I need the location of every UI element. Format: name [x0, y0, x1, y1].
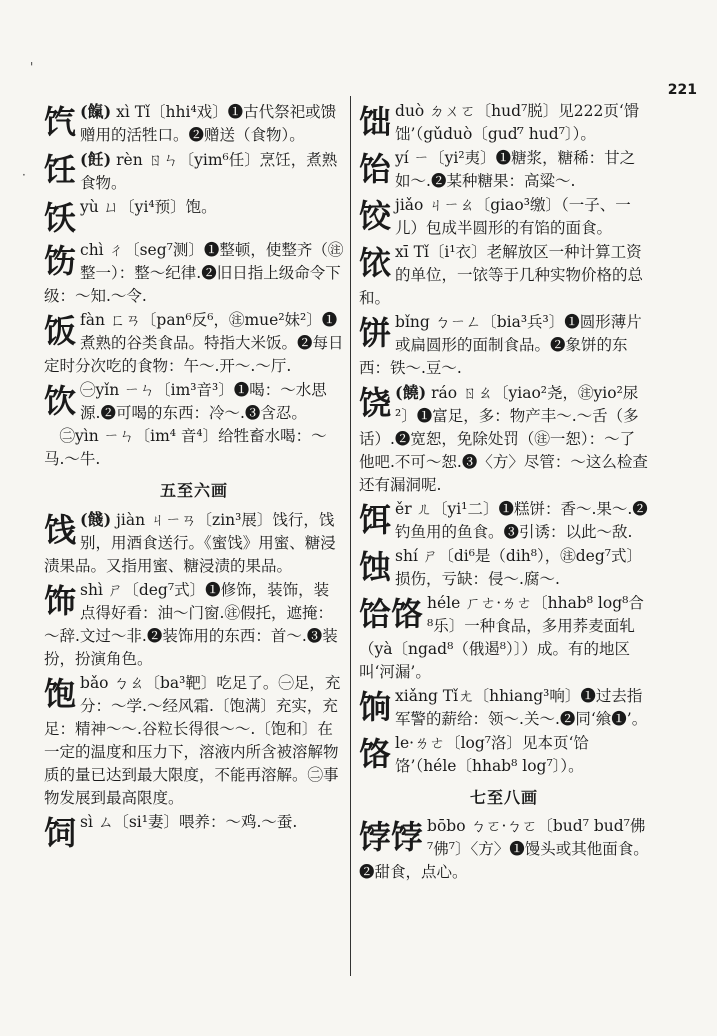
headword: 饩	[44, 103, 77, 141]
definition: chì ㄔ〔seg⁷测〕❶整顿，使整齐（㊟整一）：整～纪律.❷旧日指上级命令下级：～知.～令.	[44, 241, 344, 305]
margin-mark: '	[30, 60, 34, 74]
headword: 饽饽	[359, 818, 424, 856]
entry-le	[359, 732, 649, 778]
entry-jian	[44, 508, 344, 578]
definition: yí ㄧ〔yi²夷〕❶糖浆，糖稀：甘之如～.❷某种糖果：高粱～.	[395, 149, 636, 190]
entry-duo	[359, 100, 649, 146]
traditional-form: (餼)	[80, 102, 112, 121]
headword: 饬	[44, 242, 77, 280]
definition: fàn ㄈㄢ〔pan⁶反⁶，㊟mue²妹²〕❶煮熟的谷类食品。特指大米饭。❷每日定时分次吃的食物：午～.开～.～厅.	[44, 311, 344, 375]
definition: shì ㄕ〔deg⁷式〕❶修饰，装饰，装点得好看：油～门窗.㊟假托，遮掩：～辞.文过～非.❷装饰用的东西：首～.❸装扮，扮演角色。	[44, 581, 338, 668]
entry-ren	[44, 148, 344, 195]
definition: duò ㄉㄨㄛ〔hud⁷脱〕见222页‘馉饳’（gǔduò〔guď⁷ hud⁷〕）。	[395, 102, 640, 143]
entry-chi	[44, 239, 344, 308]
traditional-form: (饒)	[395, 383, 427, 402]
entry-bing	[359, 311, 649, 380]
column-divider	[350, 96, 351, 976]
page-number: 221	[667, 82, 697, 98]
headword: 饹	[359, 735, 392, 773]
definition: bǐng ㄅㄧㄥ〔bia³兵³〕❶圆形薄片或扁圆形的面制食品。❷象饼的东西：铁～.豆～.	[359, 313, 642, 377]
headword: 蚀	[359, 548, 392, 586]
entry-er	[359, 498, 649, 544]
entry-xi	[44, 100, 344, 147]
definition-secondary: ㊁yìn ㄧㄣ〔im⁴ 音⁴〕给牲畜水喝：～马.～牛.	[44, 427, 327, 468]
definition: rèn ㄖㄣ〔yim⁶任〕烹饪，煮熟食物。	[80, 151, 338, 192]
right-column	[359, 100, 649, 885]
headword: 饴	[359, 150, 392, 188]
definition: xiǎng Tǐㄤ〔hhiang³响〕❶过去指军警的薪给：领～.关～.❷同‘飨❶’。	[395, 687, 648, 728]
entry-bao	[44, 672, 344, 810]
definition: xī Tǐ〔i¹衣〕老解放区一种计算工资的单位，一饻等于几种实物价格的总和。	[359, 243, 644, 307]
entry-xi2	[359, 241, 649, 310]
headword: 饼	[359, 314, 392, 352]
entry-bobo	[359, 815, 649, 884]
definition: ㊀yǐn ㄧㄣ〔im³音³〕❶喝：～水思源.❷可喝的东西：冷～.❸含忍。	[80, 381, 327, 422]
entry-yi	[359, 147, 649, 193]
headword: 饱	[44, 675, 77, 713]
left-column	[44, 100, 344, 854]
entry-fan	[44, 309, 344, 378]
traditional-form: (餞)	[80, 510, 112, 529]
headword: 饷	[359, 688, 392, 726]
headword: 饲	[44, 814, 77, 852]
entry-shi	[44, 579, 344, 671]
section-title: 五至六画	[159, 481, 228, 500]
headword: 饻	[359, 244, 392, 282]
margin-dot: ·	[22, 168, 26, 182]
definition: jiàn ㄐㄧㄢ〔zin³展〕饯行，饯别，用酒食送行。《蜜饯》用蜜、糖浸渍果品。又指用蜜、糖浸渍的果品。	[44, 511, 336, 575]
entry-rao	[359, 381, 649, 497]
definition: ěr ㄦ〔yi¹二〕❶糕饼：香～.果～.❷钓鱼用的鱼食。❸引诱：以此～敌.	[395, 500, 648, 541]
traditional-form: (飪)	[80, 150, 112, 169]
headword: 饫	[44, 199, 77, 237]
entry-shi2	[359, 545, 649, 591]
headword: 饺	[359, 197, 392, 235]
definition: bǎo ㄅㄠ〔ba³靶〕吃足了。㊀足，充分：～学.～经风霜.〔饱满〕充实，充足：精神～～.谷粒长得很～～.〔饱和〕在一定的温度和压力下，溶液内所含被溶解物质的量已达到最大限度，不能再溶解。㊁事物发展到最高限度。	[44, 674, 341, 807]
entry-hele	[359, 592, 649, 684]
entry-xiang	[359, 685, 649, 731]
headword: 饸饹	[359, 595, 424, 633]
definition: ráo ㄖㄠ〔yiao²尧，㊟yio²尿²〕❶富足，多：物产丰～.～舌（多话）.❷宽恕，免除处罚（㊟一恕）：～了他吧.不可～恕.❸〈方〉尽管：～这么检查还有漏洞呢.	[359, 384, 648, 494]
headword: 饯	[44, 511, 77, 549]
entry-jiao	[359, 194, 649, 240]
entry-yu	[44, 196, 344, 238]
definition: xì Tǐ〔hhi⁴戏〕❶古代祭祀或馈赠用的活牲口。❷赠送（食物）。	[80, 103, 337, 144]
section-title: 七至八画	[469, 788, 538, 807]
headword: 饳	[359, 103, 392, 141]
headword: 饰	[44, 582, 77, 620]
definition: le·ㄌㄜ〔log⁷洛〕见本页‘饸饹’（héle〔hhab⁸ log⁷〕）。	[395, 734, 589, 775]
headword: 饪	[44, 151, 77, 189]
definition: yù ㄩ〔yi⁴预〕饱。	[80, 198, 217, 216]
headword: 饭	[44, 312, 77, 350]
definition: shí ㄕ〔di⁶是（dih⁸），㊟deg⁷式〕损伤，亏缺：侵～.腐～.	[395, 547, 642, 588]
entry-si	[44, 811, 344, 853]
entry-yin	[44, 379, 344, 471]
headword: 饵	[359, 501, 392, 539]
headword: 饶	[359, 384, 392, 422]
definition: sì ㄙ〔si¹妻〕喂养：～鸡.～蚕.	[80, 813, 298, 831]
headword: 饮	[44, 382, 77, 420]
definition: jiǎo ㄐㄧㄠ〔giao³缴〕（一子、一儿）包成半圆形的有馅的面食。	[395, 196, 631, 237]
definition: bōbo ㄅㄛ·ㄅㄛ〔bud⁷ bud⁷佛⁷佛⁷〕〈方〉❶馒头或其他面食。❷甜食，点心。	[359, 817, 649, 881]
definition: héle ㄏㄜ·ㄌㄜ〔hhab⁸ log⁸合⁸乐〕一种食品，多用荞麦面轧（yà〔ngad⁸（俄遏⁸）〕）成。有的地区叫‘河漏’。	[359, 594, 644, 681]
